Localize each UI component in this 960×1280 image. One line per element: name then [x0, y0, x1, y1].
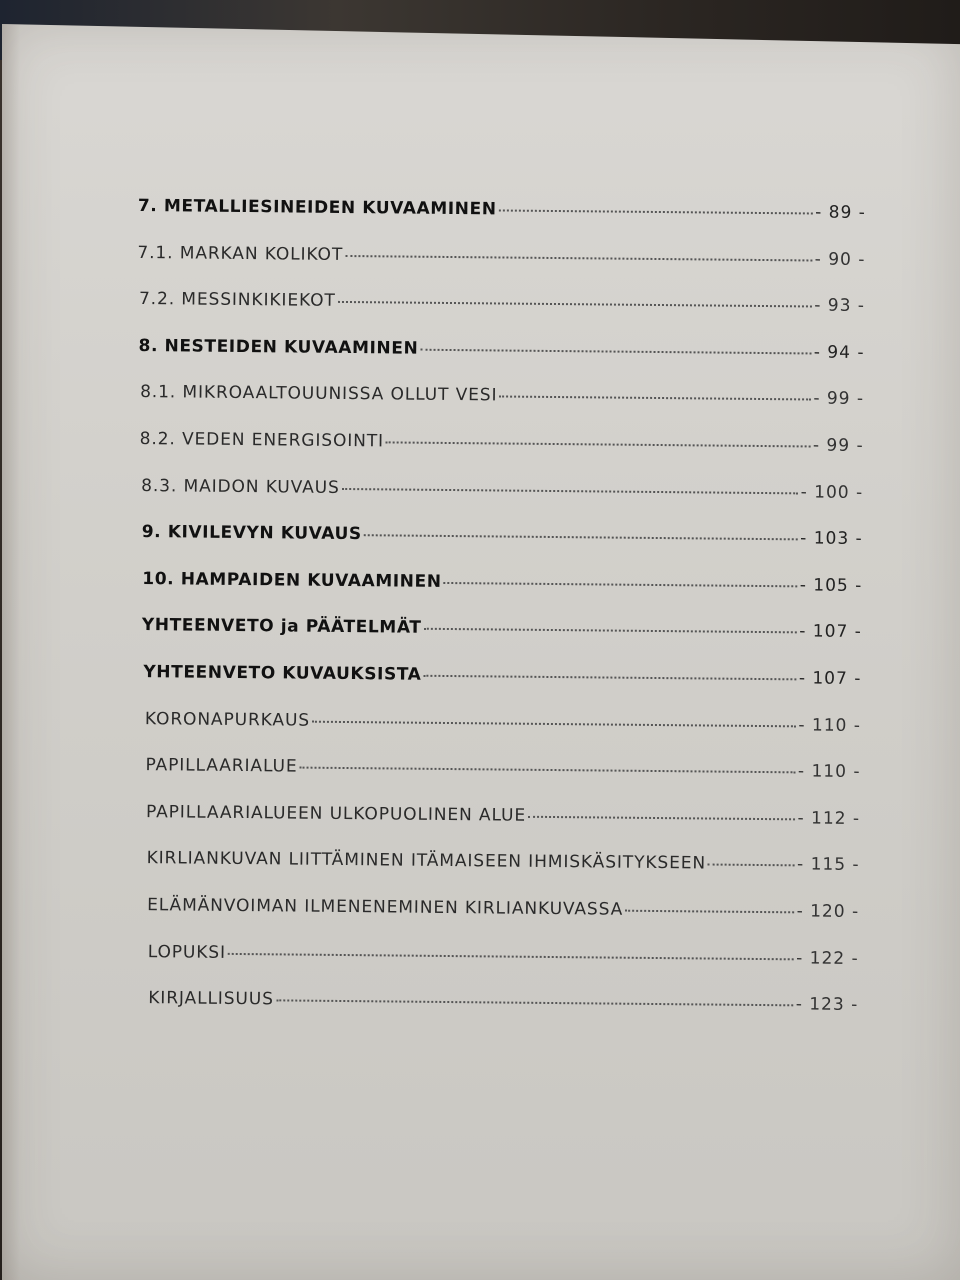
toc-dot-leader — [228, 952, 794, 959]
toc-entry-title: 8.2. VEDEN ENERGISOINTI — [139, 428, 385, 452]
toc-chapter-row — [136, 336, 864, 390]
table-of-contents — [130, 196, 866, 1042]
toc-entry-title: YHTEENVETO KUVAUKSISTA — [143, 662, 422, 685]
toc-dot-leader — [276, 999, 794, 1006]
toc-page-number: - 115 - — [796, 854, 860, 876]
toc-page-number: - 99 - — [812, 435, 864, 456]
toc-entry-title: 7. METALLIESINEIDEN KUVAAMINEN — [137, 196, 497, 220]
toc-dot-leader — [312, 720, 796, 727]
toc-dot-leader — [625, 910, 794, 914]
toc-page-number: - 107 - — [798, 668, 862, 689]
toc-dot-leader — [364, 534, 798, 540]
toc-page-number: - 112 - — [797, 808, 861, 829]
toc-entry-title: 8.3. MAIDON KUVAUS — [141, 475, 340, 498]
toc-entry-title: 8. NESTEIDEN KUVAAMINEN — [138, 335, 419, 359]
toc-page-number: - 107 - — [799, 621, 862, 643]
toc-dot-leader — [499, 396, 811, 401]
toc-chapter-row — [138, 196, 866, 250]
toc-section-row — [133, 709, 861, 763]
toc-dot-leader — [342, 488, 799, 494]
toc-dot-leader — [338, 301, 813, 308]
toc-entry-title: 7.1. MARKAN KOLIKOT — [137, 242, 344, 265]
toc-entry-title: ELÄMÄNVOIMAN ILMENENEMINEN KIRLIANKUVASSA — [147, 895, 624, 920]
toc-section-row — [135, 429, 863, 483]
toc-section-row — [132, 802, 860, 856]
toc-page-number: - 110 - — [798, 714, 862, 736]
toc-entry-title: PAPILLAARIALUEEN ULKOPUOLINEN ALUE — [145, 801, 527, 826]
toc-chapter-row — [134, 569, 862, 623]
toc-page-number: - 103 - — [800, 528, 863, 550]
toc-entry-title: PAPILLAARIALUE — [145, 755, 298, 777]
toc-entry-title: 9. KIVILEVYN KUVAUS — [141, 522, 362, 545]
page-edge-shadow — [2, 24, 20, 1280]
toc-dot-leader — [386, 441, 811, 447]
toc-section-row — [132, 755, 860, 809]
toc-dot-leader — [708, 864, 795, 867]
toc-entry-title: KIRJALLISUUS — [148, 988, 274, 1010]
toc-page-number: - 120 - — [796, 901, 860, 922]
toc-entry-title: 10. HAMPAIDEN KUVAAMINEN — [142, 568, 442, 592]
toc-dot-leader — [444, 582, 798, 587]
toc-section-row — [131, 895, 859, 949]
toc-entry-title: 8.1. MIKROAALTOUUNISSA OLLUT VESI — [140, 382, 498, 406]
toc-section-row — [137, 243, 865, 297]
toc-chapter-row — [133, 662, 861, 716]
toc-entry-title: LOPUKSI — [147, 941, 227, 963]
toc-page-number: - 105 - — [799, 575, 863, 596]
toc-page-number: - 94 - — [813, 342, 865, 363]
toc-entry-title: YHTEENVETO ja PÄÄTELMÄT — [141, 615, 422, 639]
toc-section-row — [130, 941, 858, 995]
toc-page-number: - 89 - — [815, 202, 866, 223]
toc-page-number: - 100 - — [800, 481, 864, 503]
toc-chapter-row — [134, 522, 862, 576]
toc-dot-leader — [528, 815, 796, 820]
toc-page-number: - 110 - — [797, 761, 861, 783]
toc-entry-title: KORONAPURKAUS — [144, 708, 311, 731]
toc-dot-leader — [345, 255, 813, 261]
toc-chapter-row — [134, 615, 862, 669]
toc-dot-leader — [423, 675, 796, 681]
toc-page-number: - 99 - — [813, 388, 865, 410]
toc-dot-leader — [420, 348, 811, 354]
toc-page-number: - 93 - — [814, 295, 866, 317]
toc-page-number: - 90 - — [814, 249, 866, 270]
toc-dot-leader — [499, 209, 814, 214]
toc-entry-title: KIRLIANKUVAN LIITTÄMINEN ITÄMAISEEN IHMISKÄSITYKSEEN — [146, 848, 707, 874]
toc-section-row — [136, 382, 864, 436]
toc-section-row — [137, 289, 865, 343]
toc-entry-title: 7.2. MESSINKIKIEKOT — [138, 289, 336, 312]
toc-section-row — [131, 848, 859, 902]
toc-section-row — [130, 988, 858, 1042]
toc-dot-leader — [423, 628, 797, 634]
toc-dot-leader — [300, 767, 796, 774]
toc-page-number: - 122 - — [796, 947, 859, 969]
toc-page-number: - 123 - — [795, 994, 859, 1016]
toc-section-row — [135, 476, 863, 530]
